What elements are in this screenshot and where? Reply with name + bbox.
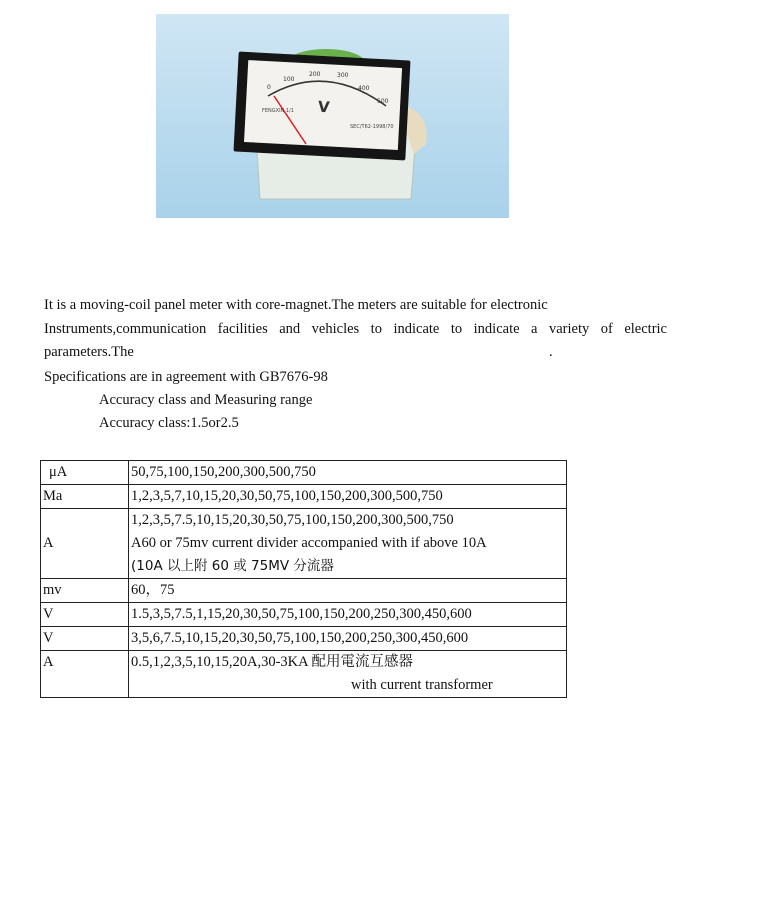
range-cell: 1.5,3,5,7.5,1,15,20,30,50,75,100,150,200,250,300,450,600 [129,603,567,627]
unit-cell: A [41,651,129,698]
description-line-3 [44,341,667,365]
range-line: (10A 以上附 60 或 75MV 分流器 [131,558,334,574]
description-line-3-end: . [549,344,553,360]
description [44,294,667,365]
range-cell [129,509,567,579]
unit-cell: mv [41,579,129,603]
table-row [41,461,567,485]
dial-small-text: SEC/T62-1998/70 [350,124,394,130]
description-line-3-text: parameters.The [44,344,134,360]
dial-label-400: 400 [358,85,370,92]
unit-cell: V [41,603,129,627]
unit-cell: Ma [41,485,129,509]
range-line: 1,2,3,5,7.5,10,15,20,30,50,75,100,150,200,300,500,750 [131,512,454,528]
range-cell: 3,5,6,7.5,10,15,20,30,50,75,100,150,200,250,300,450,600 [129,627,567,651]
dial-label-0: 0 [267,84,271,91]
range-line: with current transformer [351,677,493,693]
accuracy-class: Accuracy class:1.5or2.5 [99,415,239,431]
accuracy-heading: Accuracy class and Measuring range [99,392,313,408]
table-row [41,651,567,698]
range-line: A60 or 75mv current divider accompanied with if above 10A [131,535,487,551]
range-cell [129,651,567,698]
unit-cell: V [41,627,129,651]
table-row [41,603,567,627]
range-cell: 50,75,100,150,200,300,500,750 [129,461,567,485]
dial-label-200: 200 [309,71,321,78]
table-row [41,485,567,509]
unit-cell: μA [41,461,129,485]
dial-brand: FENGXIN 1/1 [262,108,294,114]
range-cell: 1,2,3,5,7,10,15,20,30,50,75,100,150,200,300,500,750 [129,485,567,509]
description-line-1: It is a moving-coil panel meter with core-magnet.The meters are suitable for electronic [44,297,548,313]
spec-line: Specifications are in agreement with GB7676-98 [44,369,328,385]
range-line: 0.5,1,2,3,5,10,15,20A,30-3KA 配用電流互感器 [131,654,413,670]
table-row [41,627,567,651]
table-row [41,579,567,603]
range-cell: 60，75 [129,579,567,603]
table-row [41,509,567,579]
dial-label-500: 500 [377,98,389,105]
dial-unit: V [317,97,331,117]
product-photo [156,14,509,218]
description-line-2: Instruments,communication facilities and vehicles to indicate to indicate a variety of electric [44,320,667,337]
dial-label-300: 300 [337,72,349,79]
measuring-range-table [40,460,567,698]
dial-label-100: 100 [283,76,295,83]
unit-cell: A [41,509,129,579]
